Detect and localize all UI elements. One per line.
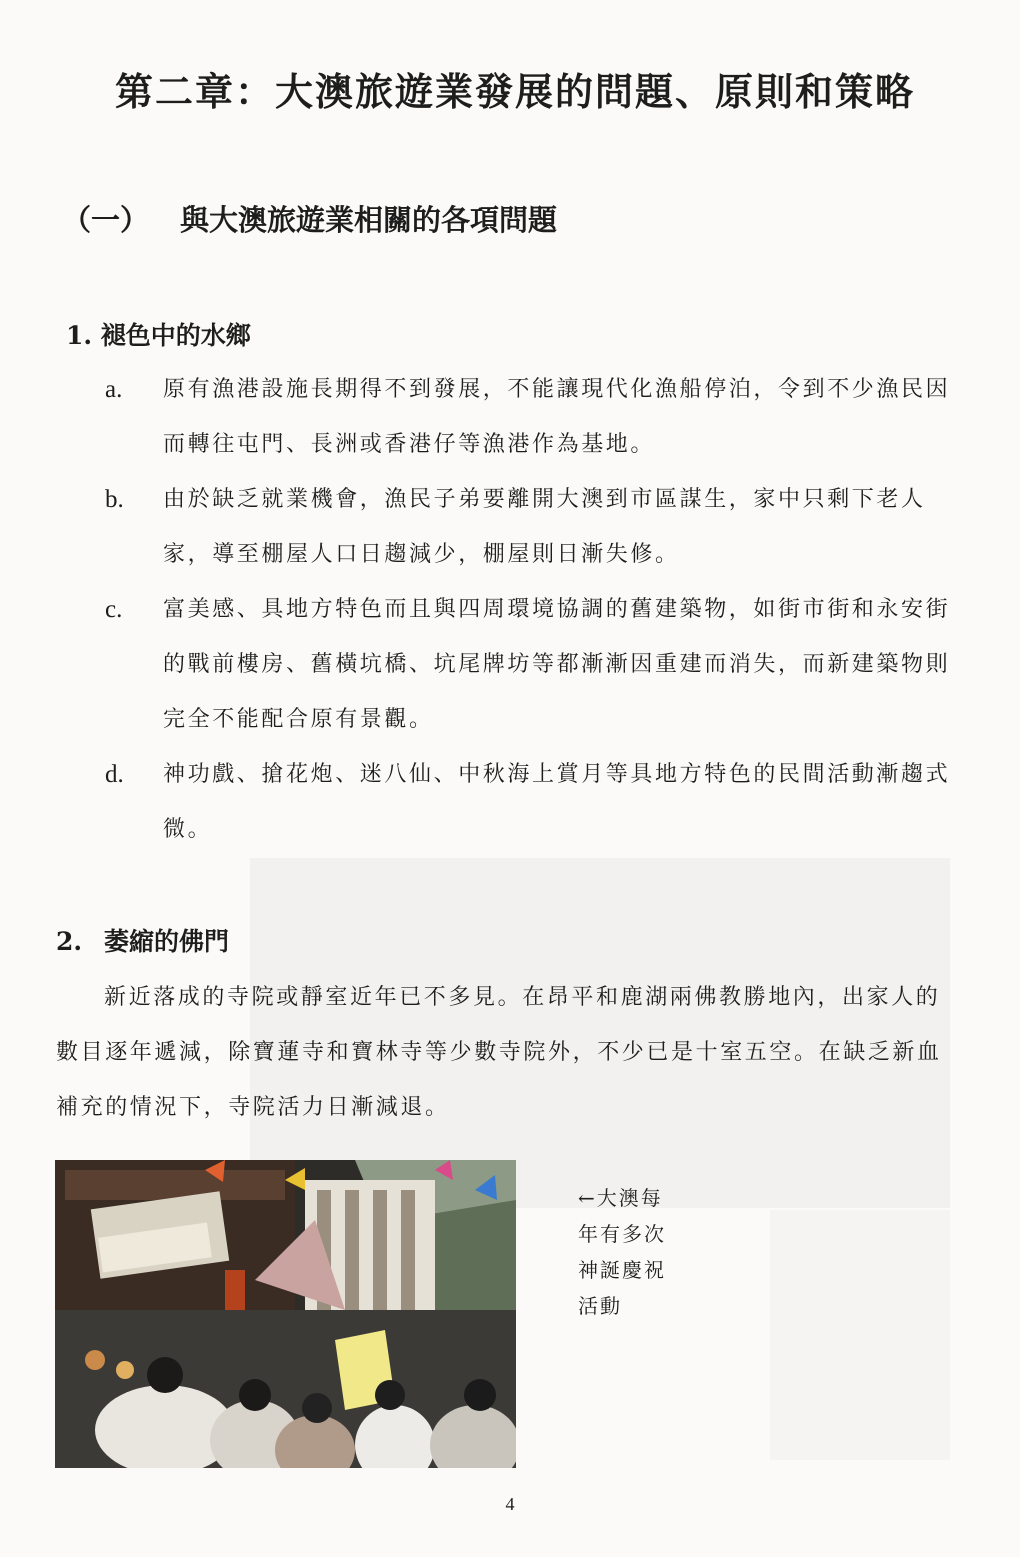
festival-photo bbox=[55, 1160, 516, 1468]
section-title: 與大澳旅遊業相關的各項問題 bbox=[180, 203, 558, 237]
bleed-through-shadow bbox=[770, 1210, 950, 1460]
subsection-heading-2 bbox=[56, 922, 229, 962]
photo-caption bbox=[578, 1180, 718, 1324]
list-marker: d. bbox=[105, 761, 124, 788]
list-item-text: 神功戲、搶花炮、迷八仙、中秋海上賞月等具地方特色的民間活動漸趨式微。 bbox=[163, 762, 951, 842]
subsection-title: 萎縮的佛門 bbox=[104, 927, 230, 956]
list-item-text: 由於缺乏就業機會，漁民子弟要離開大澳到市區謀生，家中只剩下老人家，導至棚屋人口日趨減少，棚屋則日漸失修。 bbox=[163, 487, 926, 567]
festival-photo-illustration bbox=[55, 1160, 516, 1468]
body-paragraph: 新近落成的寺院或靜室近年已不多見。在昂平和鹿湖兩佛教勝地內，出家人的數目逐年遞減，除寶蓮寺和寶林寺等少數寺院外，不少已是十室五空。在缺乏新血補充的情況下，寺院活力日漸減退。 bbox=[56, 985, 942, 1120]
list-marker: b. bbox=[105, 486, 124, 513]
list-item-text: 原有漁港設施長期得不到發展，不能讓現代化漁船停泊，令到不少漁民因而轉往屯門、長洲或香港仔等漁港作為基地。 bbox=[163, 377, 951, 457]
caption-line: 活動 bbox=[578, 1294, 622, 1318]
section-heading bbox=[62, 198, 662, 242]
subsection-number: 2. bbox=[56, 927, 83, 956]
caption-line: 年有多次 bbox=[578, 1222, 666, 1246]
caption-line: 神誕慶祝 bbox=[578, 1258, 666, 1282]
list-item-text: 富美感、具地方特色而且與四周環境協調的舊建築物，如街市街和永安街的戰前樓房、舊橫坑橋、坑尾牌坊等都漸漸因重建而消失，而新建築物則完全不能配合原有景觀。 bbox=[163, 597, 951, 732]
chapter-title: 第二章：大澳旅遊業發展的問題、原則和策略 bbox=[115, 69, 916, 114]
subsection-heading-1: 1. 褪色中的水鄉 bbox=[66, 321, 251, 350]
section-number: （一） bbox=[62, 203, 150, 237]
caption-line: ←大澳每 bbox=[578, 1186, 663, 1210]
list-marker: c. bbox=[105, 596, 123, 623]
list-marker: a. bbox=[105, 376, 123, 403]
page-number: 4 bbox=[505, 1494, 515, 1514]
